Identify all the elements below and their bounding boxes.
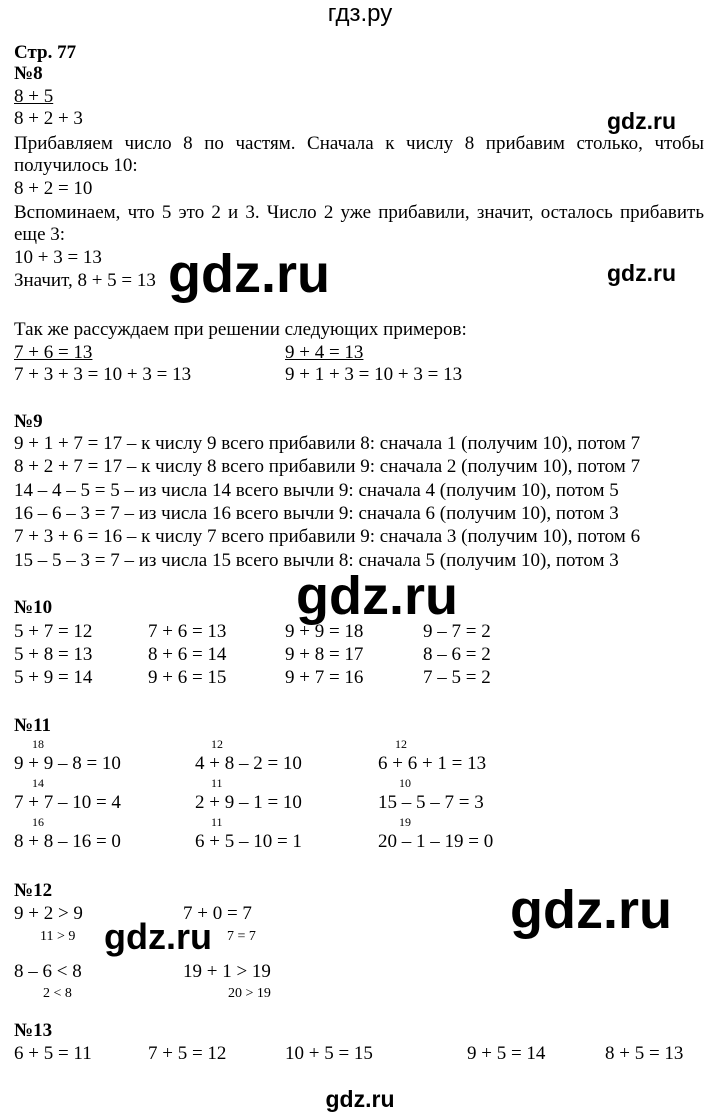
task-9-title: №9 [14,411,43,432]
watermark: gdz.ru [607,260,676,286]
task-12-comparison: 8 – 6 < 8 [14,961,82,982]
task-11-equation: 15 – 5 – 7 = 3 [378,792,484,813]
task-13-item: 9 + 5 = 14 [467,1043,546,1064]
task-11-equation: 6 + 5 – 10 = 1 [195,831,302,852]
task-8-paragraph-3: Так же рассуждаем при решении следующих примеров: [14,319,467,340]
watermark: gdz.ru [296,566,458,626]
task-10-cell: 5 + 8 = 13 [14,644,93,665]
task-12-title: №12 [14,880,53,901]
task-11-subtotal: 18 [32,737,44,751]
task-10-cell: 5 + 9 = 14 [14,667,93,688]
task-11-equation: 20 – 1 – 19 = 0 [378,831,494,852]
task-10-cell: 9 + 6 = 15 [148,667,227,688]
task-13-item: 7 + 5 = 12 [148,1043,227,1064]
task-11-equation: 2 + 9 – 1 = 10 [195,792,302,813]
task-11-equation: 4 + 8 – 2 = 10 [195,753,302,774]
task-10-cell: 8 + 6 = 14 [148,644,227,665]
task-12-result: 2 < 8 [43,986,72,1001]
task-11-title: №11 [14,715,52,736]
task-10-title: №10 [14,597,53,618]
task-8-step-2: 10 + 3 = 13 [14,247,102,268]
task-11-subtotal: 10 [399,776,411,790]
task-11-subtotal: 19 [399,815,411,829]
task-11-equation: 6 + 6 + 1 = 13 [378,753,487,774]
task-9-line: 8 + 2 + 7 = 17 – к числу 8 всего прибавили 9: сначала 2 (получим 10), потом 7 [14,456,641,477]
task-10-cell: 8 – 6 = 2 [423,644,491,665]
task-8-title: №8 [14,63,43,84]
site-header[interactable]: гдз.ру [327,0,393,27]
page-label: Стр. 77 [14,42,77,63]
task-10-cell: 9 + 7 = 16 [285,667,364,688]
task-8-expression: 8 + 5 [14,86,54,107]
task-9-line: 16 – 6 – 3 = 7 – из числа 16 всего вычли 9: сначала 6 (получим 10), потом 3 [14,503,619,524]
task-12-comparison: 7 + 0 = 7 [183,903,252,924]
task-9-line: 9 + 1 + 7 = 17 – к числу 9 всего прибавили 8: сначала 1 (получим 10), потом 7 [14,433,641,454]
task-10-cell: 9 + 8 = 17 [285,644,364,665]
task-8-example-b-solution: 9 + 1 + 3 = 10 + 3 = 13 [285,364,463,385]
task-11-subtotal: 12 [395,737,407,751]
task-12-result: 20 > 19 [228,986,271,1001]
task-9-line: 15 – 5 – 3 = 7 – из числа 15 всего вычли 8: сначала 5 (получим 10), потом 3 [14,550,619,571]
watermark: gdz.ru [510,880,672,940]
site-footer[interactable]: gdz.ru [325,1086,395,1112]
task-11-subtotal: 11 [211,776,223,790]
task-11-equation: 9 + 9 – 8 = 10 [14,753,121,774]
task-9-line: 7 + 3 + 6 = 16 – к числу 7 всего прибавили 9: сначала 3 (получим 10), потом 6 [14,526,641,547]
task-12-result: 11 > 9 [40,929,76,944]
task-11-equation: 8 + 8 – 16 = 0 [14,831,121,852]
task-10-cell: 9 + 9 = 18 [285,621,364,642]
task-8-decomposition: 8 + 2 + 3 [14,108,83,129]
watermark: gdz.ru [104,916,212,957]
watermark: gdz.ru [168,244,330,304]
task-12-comparison: 19 + 1 > 19 [183,961,271,982]
task-11-equation: 7 + 7 – 10 = 4 [14,792,121,813]
task-10-cell: 5 + 7 = 12 [14,621,93,642]
task-11-subtotal: 12 [211,737,223,751]
task-8-example-b: 9 + 4 = 13 [285,342,364,363]
task-13-item: 10 + 5 = 15 [285,1043,373,1064]
task-11-subtotal: 11 [211,815,223,829]
watermark: gdz.ru [607,108,676,134]
task-10-cell: 7 – 5 = 2 [423,667,491,688]
task-8-example-a: 7 + 6 = 13 [14,342,93,363]
task-8-paragraph-1: Прибавляем число 8 по частям. Сначала к числу 8 прибавим столько, чтобы получилось 10: [14,133,704,176]
task-10-cell: 9 – 7 = 2 [423,621,491,642]
task-9-line: 14 – 4 – 5 = 5 – из числа 14 всего вычли 9: сначала 4 (получим 10), потом 5 [14,480,619,501]
task-12-result: 7 = 7 [227,929,256,944]
task-8-example-a-solution: 7 + 3 + 3 = 10 + 3 = 13 [14,364,192,385]
task-12-comparison: 9 + 2 > 9 [14,903,83,924]
task-11-subtotal: 16 [32,815,44,829]
task-8-conclusion: Значит, 8 + 5 = 13 [14,270,156,291]
task-13-title: №13 [14,1020,53,1041]
task-11-subtotal: 14 [32,776,44,790]
task-10-cell: 7 + 6 = 13 [148,621,227,642]
task-13-item: 8 + 5 = 13 [605,1043,684,1064]
task-8-step-1: 8 + 2 = 10 [14,178,93,199]
task-8-paragraph-2: Вспоминаем, что 5 это 2 и 3. Число 2 уже прибавили, значит, осталось прибавить еще 3: [14,202,704,245]
task-13-item: 6 + 5 = 11 [14,1043,92,1064]
